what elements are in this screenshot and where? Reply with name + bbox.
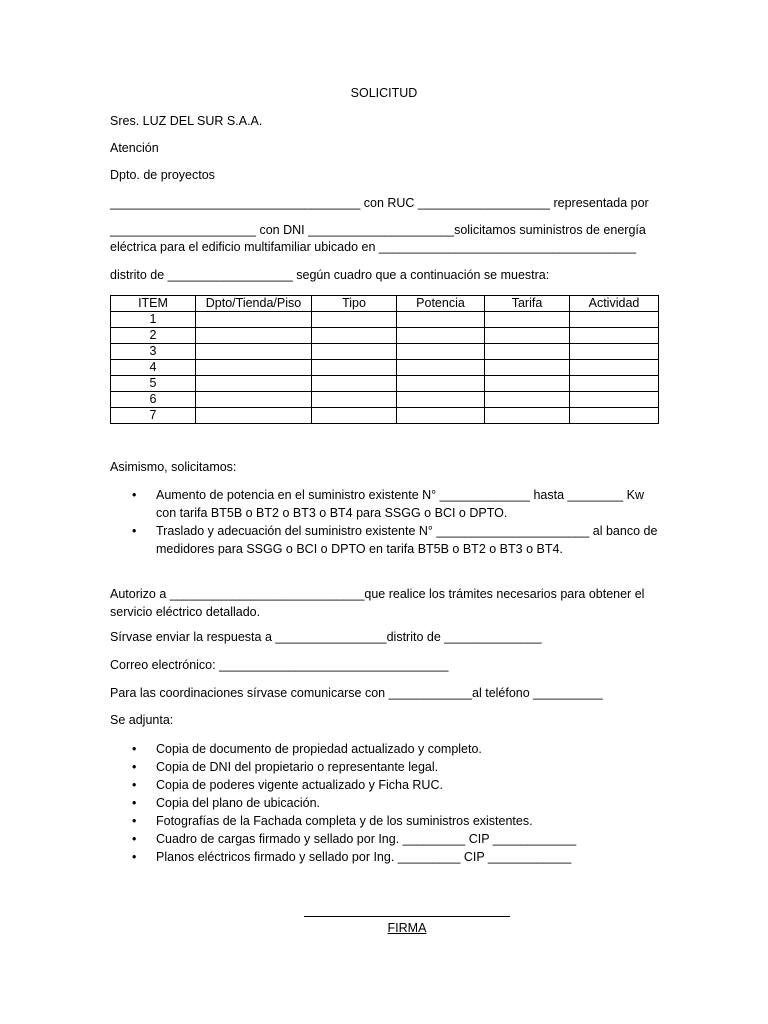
table-cell[interactable] bbox=[397, 344, 485, 360]
list-item bbox=[110, 758, 670, 776]
table-row bbox=[111, 312, 659, 328]
table-cell[interactable] bbox=[312, 328, 397, 344]
table-cell[interactable] bbox=[196, 392, 312, 408]
list-item bbox=[110, 812, 670, 830]
table-cell[interactable] bbox=[570, 360, 659, 376]
table-cell[interactable] bbox=[485, 376, 570, 392]
attachment-item: Copia de DNI del propietario o representante legal. bbox=[156, 760, 439, 774]
list-item bbox=[110, 740, 670, 758]
table-row bbox=[111, 408, 659, 424]
bullet-icon: • bbox=[132, 524, 137, 538]
attachment-item: Cuadro de cargas firmado y sellado por Ing. _________ CIP ____________ bbox=[156, 832, 577, 846]
item-number: 2 bbox=[111, 328, 196, 344]
authorization-text: Autorizo a ____________________________que realice los trámites necesarios para obtener el servicio eléctrico detallado. bbox=[110, 587, 645, 619]
table-cell[interactable] bbox=[196, 328, 312, 344]
table-cell[interactable] bbox=[570, 392, 659, 408]
body-line-dni: _____________________ con DNI _____________________solicitamos suministros de energía bbox=[110, 223, 646, 237]
item-number: 6 bbox=[111, 392, 196, 408]
column-header-type: Tipo bbox=[312, 296, 397, 312]
table-cell[interactable] bbox=[485, 392, 570, 408]
item-number: 1 bbox=[111, 312, 196, 328]
bullet-icon: • bbox=[132, 850, 137, 864]
table-cell[interactable] bbox=[570, 408, 659, 424]
attachment-item: Copia del plano de ubicación. bbox=[156, 796, 321, 810]
item-number: 4 bbox=[111, 360, 196, 376]
table-header-row bbox=[111, 296, 659, 312]
table-row bbox=[111, 328, 659, 344]
email-line: Correo electrónico: _________________________________ bbox=[110, 658, 449, 672]
table-cell[interactable] bbox=[196, 408, 312, 424]
table-cell[interactable] bbox=[397, 312, 485, 328]
body-line-address: eléctrica para el edificio multifamiliar ubicado en _____________________________________ bbox=[110, 240, 637, 254]
list-item bbox=[110, 486, 660, 522]
table-row bbox=[111, 344, 659, 360]
table-cell[interactable] bbox=[485, 344, 570, 360]
list-item bbox=[110, 830, 670, 848]
body-line-district: distrito de __________________ según cuadro que a continuación se muestra: bbox=[110, 268, 550, 282]
table-cell[interactable] bbox=[570, 312, 659, 328]
list-item bbox=[110, 848, 670, 866]
addressee: Sres. LUZ DEL SUR S.A.A. bbox=[110, 114, 263, 128]
department-label: Dpto. de proyectos bbox=[110, 168, 215, 182]
list-item bbox=[110, 776, 670, 794]
signature-line bbox=[304, 916, 510, 917]
bullet-icon: • bbox=[132, 742, 137, 756]
table-cell[interactable] bbox=[485, 408, 570, 424]
table-cell[interactable] bbox=[196, 344, 312, 360]
column-header-item: ITEM bbox=[111, 296, 196, 312]
table-cell[interactable] bbox=[312, 312, 397, 328]
column-header-activity: Actividad bbox=[570, 296, 659, 312]
attachment-item: Copia de documento de propiedad actualizado y completo. bbox=[156, 742, 482, 756]
body-line-ruc: ____________________________________ con RUC ___________________ representada por bbox=[110, 196, 649, 210]
coordination-line: Para las coordinaciones sírvase comunicarse con ____________al teléfono __________ bbox=[110, 686, 603, 700]
bullet-icon: • bbox=[132, 796, 137, 810]
attachments-label: Se adjunta: bbox=[110, 713, 174, 727]
attachment-item: Copia de poderes vigente actualizado y Ficha RUC. bbox=[156, 778, 443, 792]
attachments-list bbox=[110, 740, 670, 866]
table-cell[interactable] bbox=[397, 360, 485, 376]
item-number: 7 bbox=[111, 408, 196, 424]
table-cell[interactable] bbox=[312, 360, 397, 376]
item-number: 3 bbox=[111, 344, 196, 360]
table-cell[interactable] bbox=[196, 312, 312, 328]
bullet-icon: • bbox=[132, 778, 137, 792]
table-cell[interactable] bbox=[485, 328, 570, 344]
signature-label: FIRMA bbox=[387, 921, 427, 935]
bullet-icon: • bbox=[132, 832, 137, 846]
table-cell[interactable] bbox=[312, 408, 397, 424]
column-header-tariff: Tarifa bbox=[485, 296, 570, 312]
request-power-increase: Aumento de potencia en el suministro existente N° _____________ hasta ________ Kw con tarifa BT5B o BT2 o BT3 o BT4 para SSGG o BCI o DPTO. bbox=[156, 488, 644, 520]
table-cell[interactable] bbox=[485, 360, 570, 376]
list-item bbox=[110, 794, 670, 812]
attachment-item: Fotografías de la Fachada completa y de los suministros existentes. bbox=[156, 814, 533, 828]
list-item bbox=[110, 522, 660, 558]
bullet-icon: • bbox=[132, 488, 137, 502]
bullet-icon: • bbox=[132, 814, 137, 828]
bullet-icon: • bbox=[132, 760, 137, 774]
table-cell[interactable] bbox=[312, 376, 397, 392]
table-cell[interactable] bbox=[397, 408, 485, 424]
table-cell[interactable] bbox=[196, 376, 312, 392]
column-header-unit: Dpto/Tienda/Piso bbox=[196, 296, 312, 312]
table-cell[interactable] bbox=[485, 312, 570, 328]
attachment-item: Planos eléctricos firmado y sellado por Ing. _________ CIP ____________ bbox=[156, 850, 572, 864]
table-cell[interactable] bbox=[196, 360, 312, 376]
table-row bbox=[111, 360, 659, 376]
table-cell[interactable] bbox=[397, 328, 485, 344]
also-request-label: Asimismo, solicitamos: bbox=[110, 460, 237, 474]
request-relocation: Traslado y adecuación del suministro existente N° ______________________ al banco de medidores para SSGG o BCI o DPTO en tarifa BT5B o BT2 o BT3 o BT4. bbox=[156, 524, 658, 556]
table-cell[interactable] bbox=[570, 376, 659, 392]
attention-label: Atención bbox=[110, 141, 159, 155]
table-cell[interactable] bbox=[397, 376, 485, 392]
response-address-line: Sírvase enviar la respuesta a ________________distrito de ______________ bbox=[110, 630, 542, 644]
item-number: 5 bbox=[111, 376, 196, 392]
column-header-power: Potencia bbox=[397, 296, 485, 312]
document-title: SOLICITUD bbox=[350, 86, 418, 100]
table-cell[interactable] bbox=[312, 392, 397, 408]
table-cell[interactable] bbox=[570, 344, 659, 360]
table-row bbox=[111, 376, 659, 392]
table-cell[interactable] bbox=[397, 392, 485, 408]
supply-table bbox=[110, 295, 659, 424]
table-row bbox=[111, 392, 659, 408]
table-cell[interactable] bbox=[312, 344, 397, 360]
table-cell[interactable] bbox=[570, 328, 659, 344]
request-list bbox=[110, 486, 660, 558]
